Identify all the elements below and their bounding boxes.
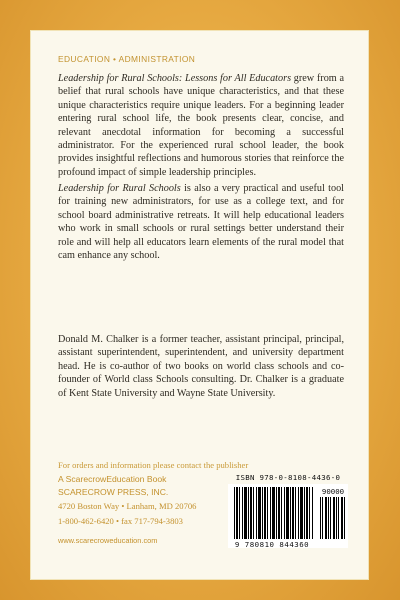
category-label: EDUCATION • ADMINISTRATION [58,54,196,64]
description-paragraph-1 [58,72,344,179]
publisher-address: 4720 Boston Way • Lanham, MD 20706 [58,501,197,511]
orders-note: For orders and information please contact the publisher [58,460,249,470]
book-title-short: Leadership for Rural Schools [58,183,181,194]
description-text-2: is also a very practical and useful tool for training new administrators, for use as a college text, and for school board administrative retreats. It will help educational leaders who work in small schools or rural settings better understand their role and will help all educators learn elements of the rural model that cam enhance any school. [58,183,344,262]
publisher-phone: 1-800-462-6420 • fax 717-794-3803 [58,516,183,526]
book-title: Leadership for Rural Schools: Lessons for All Educators [58,73,292,84]
barcode-number: 9 780810 844360 [234,540,310,549]
barcode-addon-number: 90000 [321,487,345,496]
publisher-imprint: A ScarecrowEducation Book [58,474,167,484]
publisher-website: www.scarecroweducation.com [58,536,158,545]
description-paragraph-2 [58,182,344,262]
addon-barcode-icon [320,497,346,539]
publisher-name: SCARECROW PRESS, INC. [58,487,169,497]
author-bio: Donald M. Chalker is a former teacher, assistant principal, principal, assistant superintendent, superintendent, and university department head. He is co-author of two books on world class schools and co-founder of World class Schools consulting. Dr. Chalker is a graduate of Kent State University and Wayne State University. [58,334,344,399]
isbn-label: ISBN 978-0-8108-4436-0 [235,473,341,482]
description-text-1: grew from a belief that rural schools have unique characteristics, and that these unique characteristics require unique leaders. For a beginning leader entering rural school life, the book presents clear, concise, and relevant anecdotal information for becoming a successful administrator. For the experienced rural school leader, the book provides insightful reflections and humorous stories that reinforce the profound impact of simple leadership principles. [58,73,344,178]
barcode-icon [234,487,313,539]
